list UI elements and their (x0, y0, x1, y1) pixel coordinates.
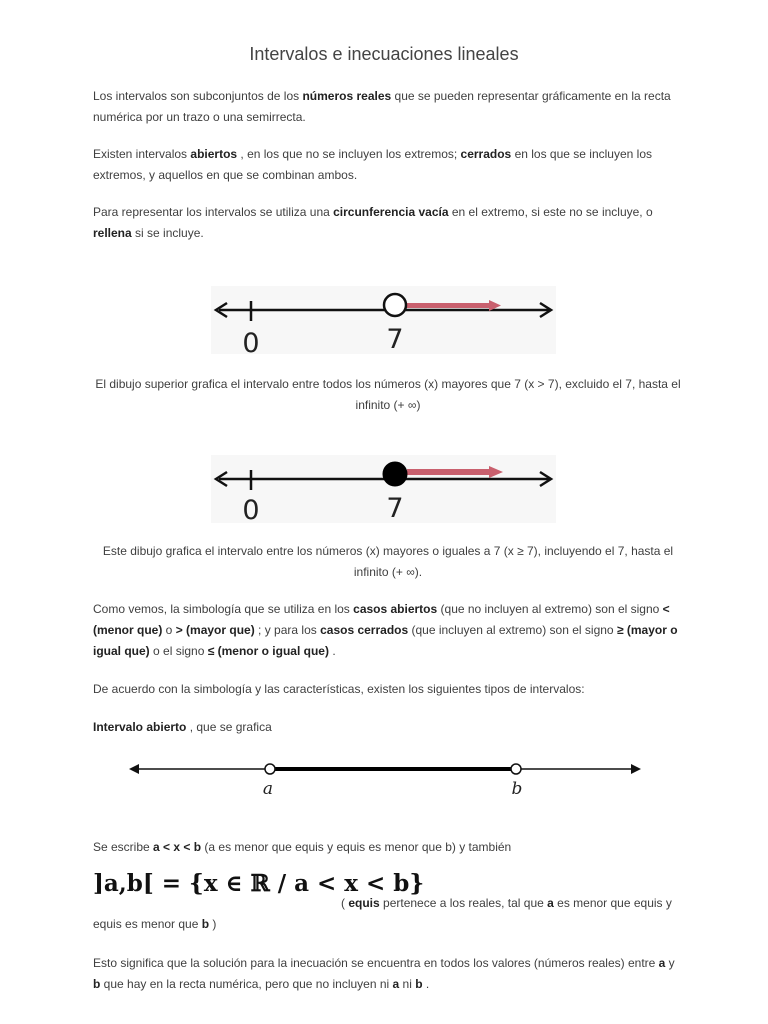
tick-label-seven: 7 (386, 324, 404, 354)
endpoint-label-b: b (511, 779, 523, 799)
caption-closed-figure: Este dibujo grafica el intervalo entre los números (x) mayores o iguales a 7 (x ≥ 7), incluyendo el 7, hasta el infinito (+ ∞). (102, 544, 674, 579)
paragraph-notation: Se escribe a < x < b (a es menor que equis y equis es menor que b) y también (93, 840, 512, 854)
paragraph-symbology: Como vemos, la simbología que se utiliza en los casos abiertos (que no incluyen al extremo) son el signo < (menor que) o > (mayor que) ; y para los casos cerrados (que incluyen al extremo) son el signo ≥ (mayor o igual que) o el signo ≤ (menor o igual que) . (93, 602, 678, 658)
number-line-closed-figure (211, 455, 556, 523)
tick-label-zero: 0 (242, 328, 260, 354)
set-notation-formula: ]a,b[ = {x ∈ ℝ / a < x < b} (93, 870, 425, 897)
paragraph-open-interval: Intervalo abierto , que se grafica (93, 720, 272, 734)
paragraph-formula-explanation: ( equis pertenece a los reales, tal que a es menor que equis y equis es menor que b ) (93, 896, 672, 931)
page-title: Intervalos e inecuaciones lineales (249, 44, 519, 64)
endpoint-label-a: a (262, 779, 274, 799)
paragraph-solution: Esto significa que la solución para la inecuación se encuentra en todos los valores (números reales) entre a y b que hay en la recta numérica, pero que no incluyen ni a ni b . (93, 956, 675, 991)
caption-open-figure: El dibujo superior grafica el intervalo entre todos los números (x) mayores que 7 (x > 7), excluido el 7, hasta el infinito (+ ∞) (95, 377, 681, 412)
tick-label-seven: 7 (386, 493, 404, 523)
paragraph-types: De acuerdo con la simbología y las características, existen los siguientes tipos de intervalos: (93, 682, 585, 696)
paragraph-representation: Para representar los intervalos se utiliza una circunferencia vacía en el extremo, si este no se incluye, o rellena si se incluye. (93, 205, 653, 240)
tick-label-zero: 0 (242, 495, 260, 523)
paragraph-intro: Los intervalos son subconjuntos de los números reales que se pueden representar gráficamente en la recta numérica por un trazo o una semirrecta. (93, 89, 671, 124)
open-interval-figure (125, 754, 645, 804)
paragraph-open-closed: Existen intervalos abiertos , en los que no se incluyen los extremos; cerrados en los que se incluyen los extremos, y aquellos en que se combinan ambos. (93, 147, 652, 182)
number-line-open-figure (211, 286, 556, 354)
